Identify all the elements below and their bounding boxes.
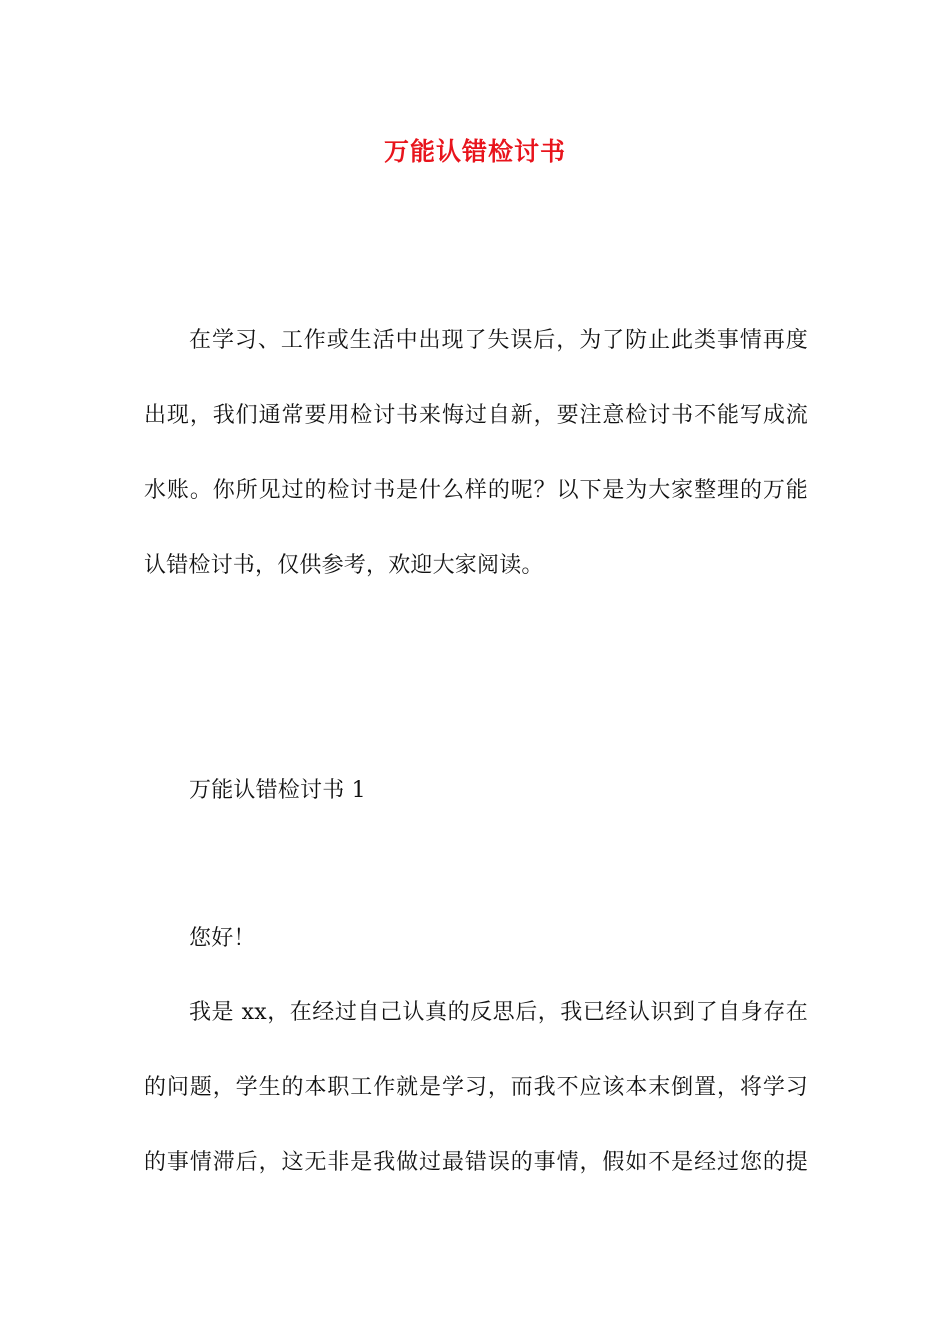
body-line-2: 的问题，学生的本职工作就是学习，而我不应该本末倒置，将学习 [144,1075,808,1100]
body-line-3: 的事情滞后，这无非是我做过最错误的事情，假如不是经过您的提 [144,1150,808,1175]
greeting: 您好！ [189,926,256,951]
intro-line-1: 在学习、工作或生活中出现了失误后，为了防止此类事情再度 [189,328,808,353]
intro-line-3: 水账。你所见过的检讨书是什么样的呢？以下是为大家整理的万能 [144,478,808,503]
intro-line-4: 认错检讨书，仅供参考，欢迎大家阅读。 [144,553,544,578]
body-line-1: 我是 xx，在经过自己认真的反思后，我已经认识到了自身存在 [189,1000,808,1025]
intro-line-2: 出现，我们通常要用检讨书来悔过自新，要注意检讨书不能写成流 [144,403,808,428]
section-heading: 万能认错检讨书 1 [189,778,366,803]
document-title: 万能认错检讨书 [383,137,566,166]
